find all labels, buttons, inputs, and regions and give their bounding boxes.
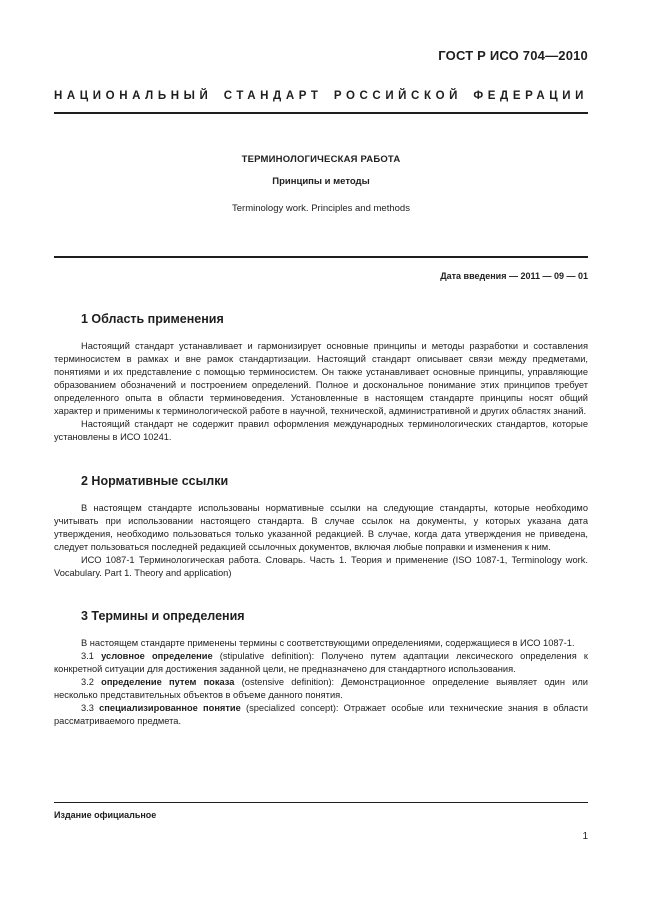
section-heading: 1 Область применения <box>81 312 224 326</box>
paragraph: В настоящем стандарте использованы нормативные ссылки на следующие стандарты, которые необходимо учитывать при использовании настоящего стандарта. В случае ссылок на документы, у которых указана дата утверждения, необходимо пользоваться только указанной редакцией. В случае, когда дата утверждения не приведена, следует пользоваться последней редакцией ссылочных документов, включая любые поправки и изменения к ним. <box>54 503 588 552</box>
term-definition: (stipulative definition): Получено путем адаптации лексического определения к конкретной ситуации для достижения заданной цели, не предназначено для стандартного использования. <box>54 651 588 674</box>
document-title: ТЕРМИНОЛОГИЧЕСКАЯ РАБОТА <box>241 154 401 165</box>
document-subtitle: Принципы и методы <box>272 176 370 187</box>
term-name: специализированное понятие <box>99 703 241 713</box>
section-heading: 3 Термины и определения <box>81 609 245 623</box>
document-title-english: Terminology work. Principles and methods <box>232 203 410 214</box>
term-name: условное определение <box>101 651 213 661</box>
official-edition-label: Издание официальное <box>54 810 157 820</box>
introduction-date: Дата введения — 2011 — 09 — 01 <box>440 271 588 281</box>
term-number: 3.3 <box>81 703 94 713</box>
term-definition: (specialized concept): Отражает особые или технические знания в области рассматриваемого предмета. <box>54 703 588 726</box>
section-heading: 2 Нормативные ссылки <box>81 474 229 488</box>
section-terms-definitions <box>54 608 588 728</box>
section-normative-references <box>54 473 588 580</box>
paragraph: Настоящий стандарт устанавливает и гармонизирует основные принципы и методы разработки и составления терминосистем в рамках и вне рамок стандартизации. Настоящий стандарт описывает связи между предметами, понятиями и их представление с помощью терминосистем. Он также устанавливает основные принципы, управляющие образованием обозначений и построением определений. Полное и доскональное понимание этих принципов требует определенного опыта в области терминоведения. Установленные в настоящем стандарте принципы носят общий характер и применимы к терминологической работе в научной, технической, административной и других областях знаний. <box>54 341 588 416</box>
term-entry <box>54 650 588 676</box>
term-number: 3.2 <box>81 677 94 687</box>
term-entry <box>54 702 588 728</box>
footer-rule <box>54 802 588 803</box>
paragraph: ИСО 1087-1 Терминологическая работа. Словарь. Часть 1. Теория и применение (ISO 1087-1, Terminology work. Vocabulary. Part 1. Theory and application) <box>54 555 588 578</box>
title-rule <box>54 256 588 258</box>
paragraph: Настоящий стандарт не содержит правил оформления международных терминологических стандартов, которые установлены в ИСО 10241. <box>54 419 588 442</box>
paragraph: В настоящем стандарте применены термины с соответствующими определениями, содержащиеся в ИСО 1087-1. <box>81 638 575 648</box>
page-number: 1 <box>582 831 588 842</box>
term-name: определение путем показа <box>101 677 235 687</box>
term-entry <box>54 676 588 702</box>
header-rule <box>54 112 588 114</box>
national-standard-caption: НАЦИОНАЛЬНЫЙ СТАНДАРТ РОССИЙСКОЙ ФЕДЕРАЦИИ <box>54 90 588 102</box>
section-scope <box>54 311 588 444</box>
term-definition: (ostensive definition): Демонстрационное определение выявляет один или несколько представительных объектов в объеме данного понятия. <box>54 677 588 700</box>
gost-number: ГОСТ Р ИСО 704—2010 <box>438 48 588 63</box>
term-number: 3.1 <box>81 651 94 661</box>
